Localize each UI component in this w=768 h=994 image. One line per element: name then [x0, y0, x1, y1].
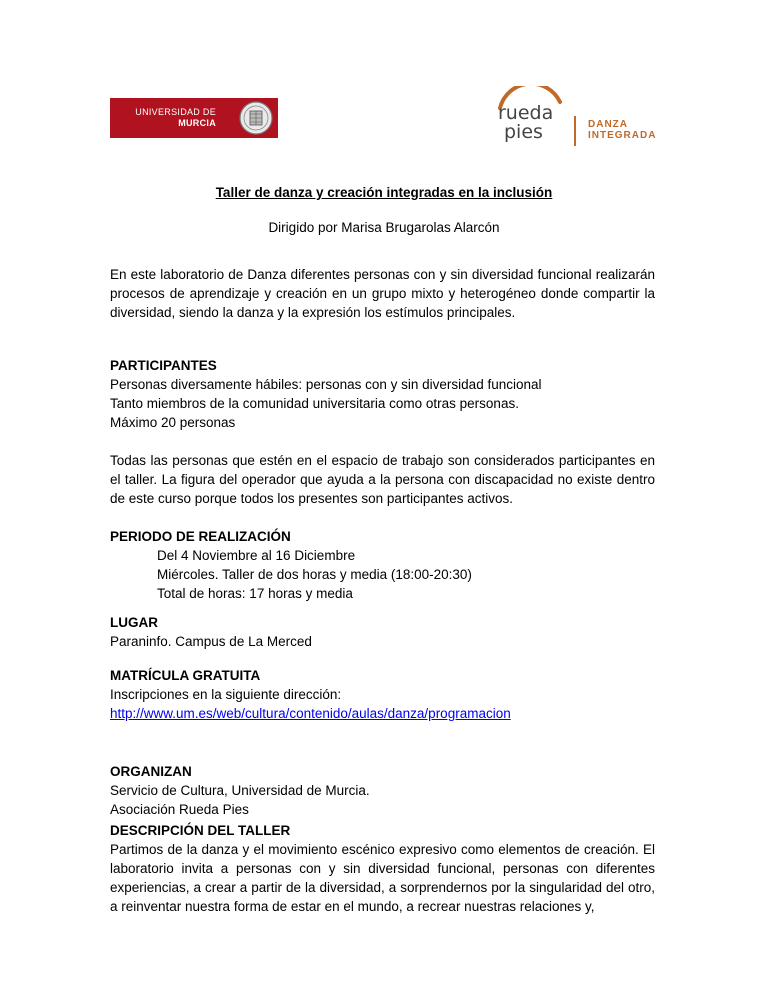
participantes-line: Máximo 20 personas — [110, 415, 236, 430]
periodo-line: Total de horas: 17 horas y media — [157, 586, 353, 601]
organizan-line: Asociación Rueda Pies — [110, 802, 249, 817]
organizan-line: Servicio de Cultura, Universidad de Murcia. — [110, 783, 370, 798]
um-logo-text — [110, 107, 222, 129]
lugar-text: Paraninfo. Campus de La Merced — [110, 634, 312, 649]
participantes-line: Tanto miembros de la comunidad universitaria como otras personas. — [110, 396, 519, 411]
um-logo-line2: MURCIA — [178, 118, 216, 128]
lugar-heading: LUGAR — [110, 615, 158, 630]
periodo-line: Del 4 Noviembre al 16 Diciembre — [157, 548, 356, 563]
organizan-heading: ORGANIZAN — [110, 764, 192, 779]
descripcion-paragraph: Partimos de la danza y el movimiento escénico expresivo como elementos de creación. El laboratorio invita a personas con y sin diversidad funcional, personas con diferentes experiencias, a crear a partir de la diversidad, a sorprendernos por la singularidad del otro, a reinventar nuestra forma de estar en el mundo, a recrear nuestras relaciones y, — [110, 842, 655, 914]
organizan-section — [110, 762, 655, 819]
participantes-section — [110, 356, 655, 432]
um-logo-line1: UNIVERSIDAD DE — [135, 107, 216, 117]
matricula-section — [110, 666, 655, 723]
intro-paragraph: En este laboratorio de Danza diferentes personas con y sin diversidad funcional realizarán procesos de aprendizaje y creación en un grupo mixto y heterogéneo donde compartir la diversidad, siendo la danza y la expresión los estímulos principales. — [110, 267, 655, 320]
document-title: Taller de danza y creación integradas en la inclusión — [215, 185, 553, 200]
matricula-heading: MATRÍCULA GRATUITA — [110, 668, 261, 683]
lugar-section — [110, 613, 655, 651]
periodo-section — [110, 527, 655, 603]
danza-integrada-label — [588, 119, 656, 141]
participantes-paragraph: Todas las personas que estén en el espacio de trabajo son considerados participantes en el taller. La figura del operador que ayuda a la persona con discapacidad no existe dentro de este curso porque todos los presentes son participantes activos. — [110, 453, 655, 506]
periodo-heading: PERIODO DE REALIZACIÓN — [110, 529, 291, 544]
descripcion-heading: DESCRIPCIÓN DEL TALLER — [110, 823, 291, 838]
inscripciones-link[interactable]: http://www.um.es/web/cultura/contenido/aulas/danza/programacion — [110, 706, 511, 721]
university-seal-icon — [238, 100, 274, 136]
descripcion-section — [110, 821, 655, 916]
participantes-heading: PARTICIPANTES — [110, 358, 217, 373]
logo-divider — [574, 116, 576, 146]
document-subtitle: Dirigido por Marisa Brugarolas Alarcón — [268, 220, 500, 235]
periodo-line: Miércoles. Taller de dos horas y media (18:00-20:30) — [157, 567, 472, 582]
rueda-pies-wordmark — [498, 104, 553, 142]
participantes-line: Personas diversamente hábiles: personas con y sin diversidad funcional — [110, 377, 542, 392]
matricula-text: Inscripciones en la siguiente dirección: — [110, 687, 342, 702]
rp-word1: rueda — [498, 102, 554, 124]
rp-line1: DANZA — [588, 119, 628, 130]
rp-line2: INTEGRADA — [588, 130, 657, 141]
rueda-pies-logo — [490, 86, 670, 150]
rp-word2: pies — [504, 121, 543, 143]
universidad-murcia-logo — [110, 98, 278, 138]
